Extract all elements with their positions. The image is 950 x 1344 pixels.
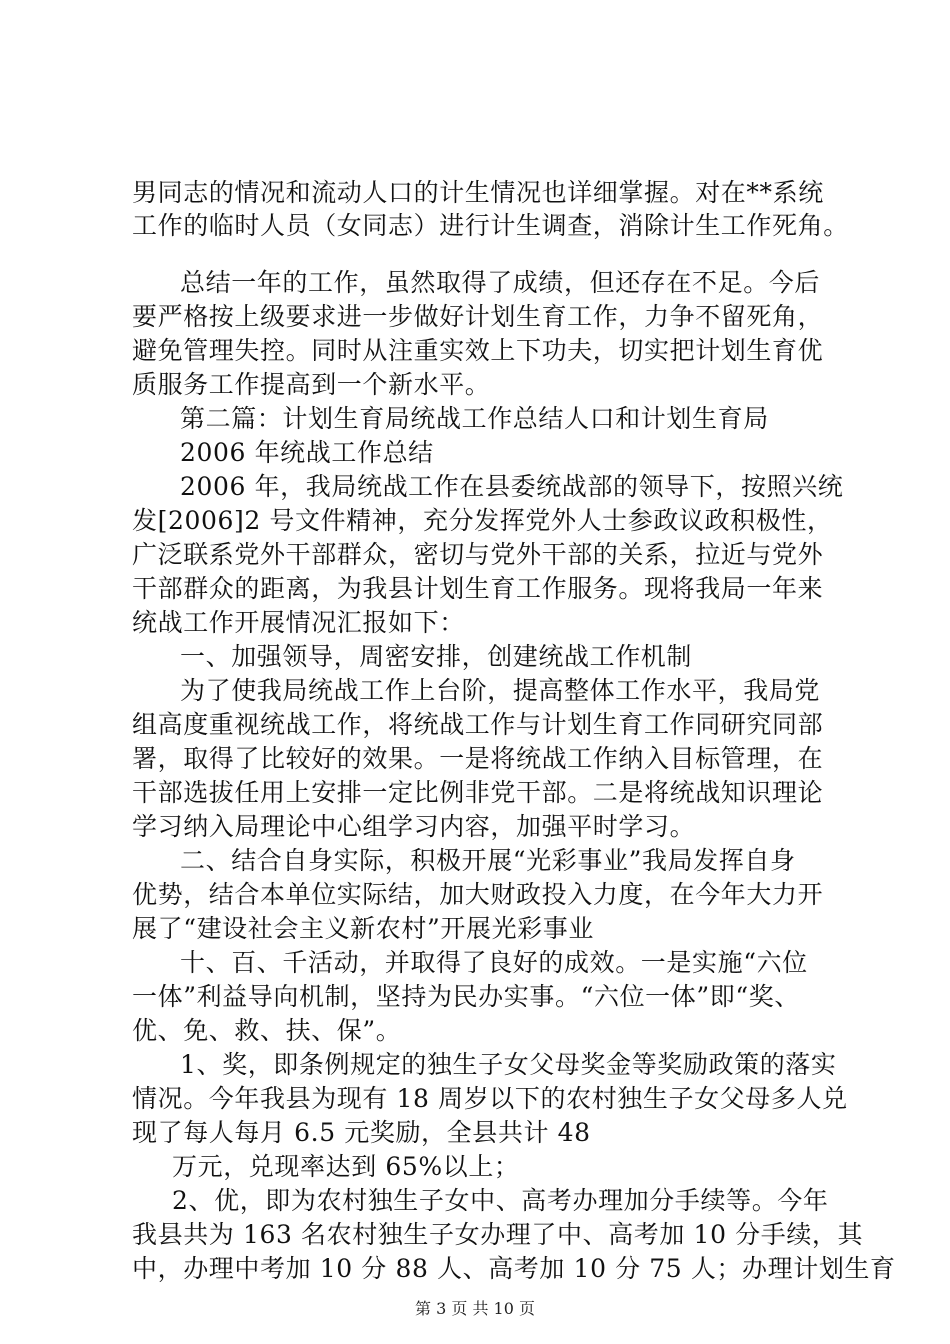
text-line: 情况。今年我县为现有 18 周岁以下的农村独生子女父母多人兑 [132, 1084, 848, 1113]
text-line: 我县共为 163 名农村独生子女办理了中、高考加 10 分手续，其 [132, 1220, 864, 1249]
text-line: 避免管理失控。同时从注重实效上下功夫，切实把计划生育优 [132, 336, 824, 365]
paragraph-first-line: 二、结合自身实际，积极开展“光彩事业”我局发挥自身 [180, 846, 796, 875]
paragraph-first-line: 十、百、千活动，并取得了良好的成效。一是实施“六位 [180, 948, 808, 977]
text-line: 工作的临时人员（女同志）进行计生调查，消除计生工作死角。 [132, 211, 849, 240]
paragraph-first-line: 2006 年，我局统战工作在县委统战部的领导下，按照兴统 [180, 472, 844, 501]
text-line: 干部群众的距离，为我县计划生育工作服务。现将我局一年来 [132, 574, 824, 603]
text-line: 质服务工作提高到一个新水平。 [132, 370, 491, 399]
text-line: 组高度重视统战工作，将统战工作与计划生育工作同研究同部 [132, 710, 824, 739]
paragraph-first-line: 总结一年的工作，虽然取得了成绩，但还存在不足。今后 [180, 268, 821, 297]
text-line: 一体”利益导向机制，坚持为民办实事。“六位一体”即“奖、 [132, 982, 800, 1011]
text-line: 展了“建设社会主义新农村”开展光彩事业 [132, 914, 594, 943]
subsection-heading: 一、加强领导，周密安排，创建统战工作机制 [180, 642, 693, 671]
section-subtitle: 2006 年统战工作总结 [180, 438, 434, 467]
text-line: 统战工作开展情况汇报如下： [132, 608, 465, 637]
text-line: 要严格按上级要求进一步做好计划生育工作，力争不留死角， [132, 302, 824, 331]
paragraph-first-line: 1、奖，即条例规定的独生子女父母奖金等奖励政策的落实 [180, 1050, 837, 1079]
text-line: 中，办理中考加 10 分 88 人、高考加 10 分 75 人；办理计划生育 [132, 1254, 896, 1283]
text-line: 广泛联系党外干部群众，密切与党外干部的关系，拉近与党外 [132, 540, 824, 569]
text-line: 优、免、救、扶、保”。 [132, 1016, 402, 1045]
paragraph-first-line: 2、优，即为农村独生子女中、高考办理加分手续等。今年 [172, 1186, 829, 1215]
page-footer: 第 3 页 共 10 页 [415, 1299, 535, 1318]
text-line: 发[2006]2 号文件精神，充分发挥党外人士参政议政积极性， [132, 506, 833, 535]
paragraph-first-line: 为了使我局统战工作上台阶，提高整体工作水平，我局党 [180, 676, 821, 705]
text-line: 现了每人每月 6.5 元奖励，全县共计 48 [132, 1118, 591, 1147]
text-line: 署，取得了比较好的效果。一是将统战工作纳入目标管理，在 [132, 744, 824, 773]
text-line: 男同志的情况和流动人口的计生情况也详细掌握。对在**系统 [132, 178, 824, 207]
text-line: 学习纳入局理论中心组学习内容，加强平时学习。 [132, 812, 696, 841]
text-line: 万元，兑现率达到 65%以上； [172, 1152, 520, 1181]
text-line: 干部选拔任用上安排一定比例非党干部。二是将统战知识理论 [132, 778, 824, 807]
section-heading: 第二篇：计划生育局统战工作总结人口和计划生育局 [180, 404, 769, 433]
text-line: 优势，结合本单位实际结，加大财政投入力度，在今年大力开 [132, 880, 824, 909]
